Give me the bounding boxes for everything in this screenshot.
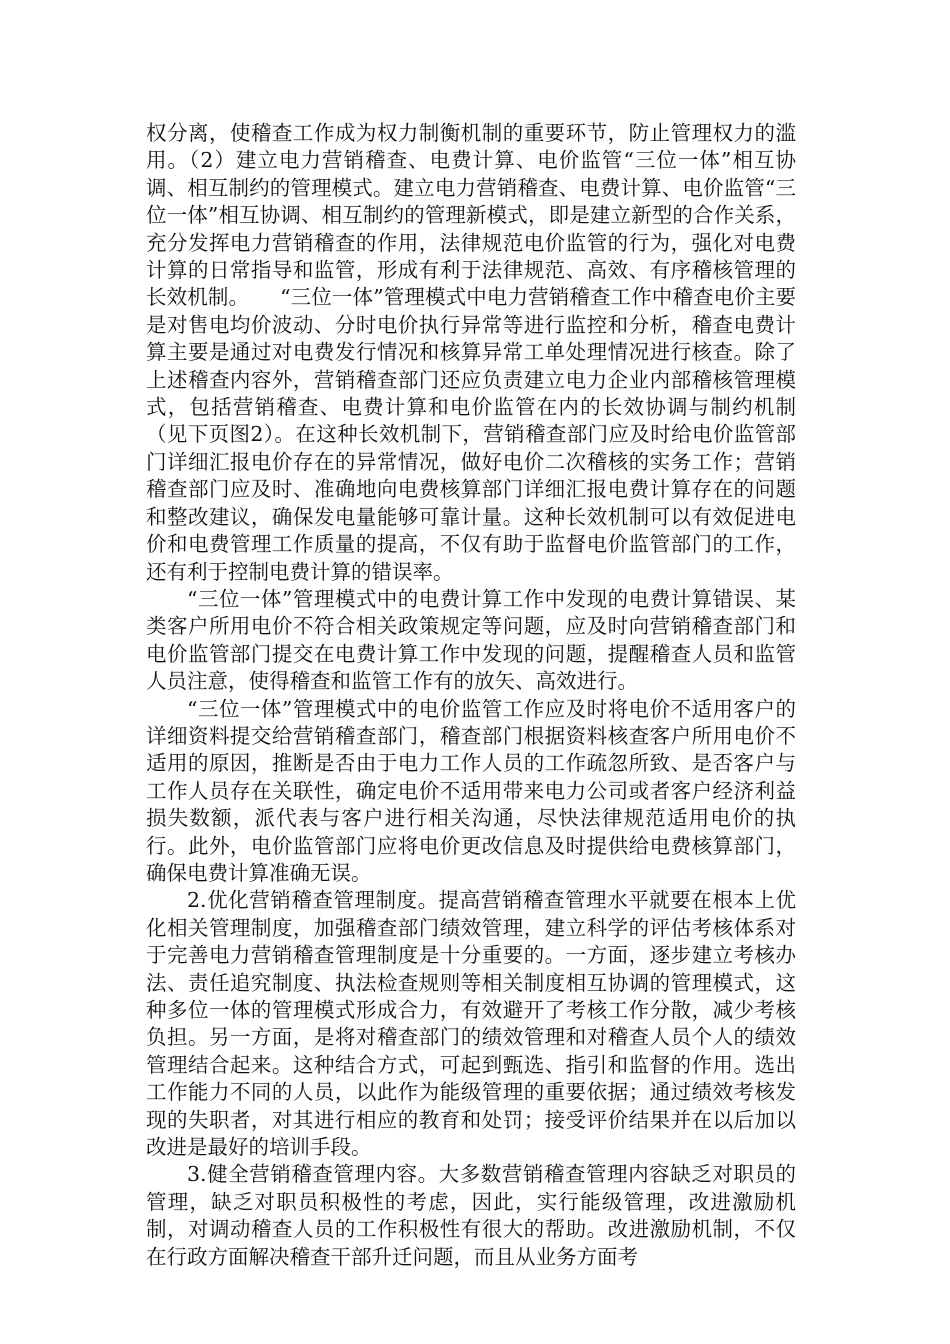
paragraph-billing-calculation: “三位一体”管理模式中的电费计算工作中发现的电费计算错误、某类客户所用电价不符合相关政策规定等问题，应及时向营销稽查部门和电价监管部门提交在电费计算工作中发现的问题，提醒稽查人员和监管人员注意，使得稽查和监管工作有的放矢、高效进行。	[146, 586, 796, 694]
document-page	[146, 120, 796, 1271]
paragraph-continuation: 权分离，使稽查工作成为权力制衡机制的重要环节，防止管理权力的滥用。（2）建立电力营销稽查、电费计算、电价监管“三位一体”相互协调、相互制约的管理模式。建立电力营销稽查、电费计算、电价监管“三位一体”相互协调、相互制约的管理新模式，即是建立新型的合作关系，充分发挥电力营销稽查的作用，法律规范电价监管的行为，强化对电费计算的日常指导和监管，形成有利于法律规范、高效、有序稽核管理的长效机制。 “三位一体”管理模式中电力营销稽查工作中稽查电价主要是对售电均价波动、分时电价执行异常等进行监控和分析，稽查电费计算主要是通过对电费发行情况和核算异常工单处理情况进行核查。除了上述稽查内容外，营销稽查部门还应负责建立电力企业内部稽核管理模式，包括营销稽查、电费计算和电价监管在内的长效协调与制约机制（见下页图2）。在这种长效机制下，营销稽查部门应及时给电价监管部门详细汇报电价存在的异常情况，做好电价二次稽核的实务工作；营销稽查部门应及时、准确地向电费核算部门详细汇报电费计算存在的问题和整改建议，确保发电量能够可靠计量。这种长效机制可以有效促进电价和电费管理工作质量的提高，不仅有助于监督电价监管部门的工作，还有利于控制电费计算的错误率。	[146, 121, 796, 584]
paragraph-price-supervision: “三位一体”管理模式中的电价监管工作应及时将电价不适用客户的详细资料提交给营销稽查部门，稽查部门根据资料核查客户所用电价不适用的原因，推断是否由于电力工作人员的工作疏忽所致、是否客户与工作人员存在关联性，确定电价不适用带来电力公司或者客户经济利益损失数额，派代表与客户进行相关沟通，尽快法律规范适用电价的执行。此外，电价监管部门应将电价更改信息及时提供给电费核算部门，确保电费计算准确无误。	[146, 696, 796, 885]
paragraph-optimize-system: 2.优化营销稽查管理制度。提高营销稽查管理水平就要在根本上优化相关管理制度，加强稽查部门绩效管理，建立科学的评估考核体系对于完善电力营销稽查管理制度是十分重要的。一方面，逐步建立考核办法、责任追究制度、执法检查规则等相关制度相互协调的管理模式，这种多位一体的管理模式形成合力，有效避开了考核工作分散，减少考核负担。另一方面，是将对稽查部门的绩效管理和对稽查人员个人的绩效管理结合起来。这种结合方式，可起到甄选、指引和监督的作用。选出工作能力不同的人员，以此作为能级管理的重要依据；通过绩效考核发现的失职者，对其进行相应的教育和处罚；接受评价结果并在以后加以改进是最好的培训手段。	[146, 888, 796, 1160]
paragraph-improve-content: 3.健全营销稽查管理内容。大多数营销稽查管理内容缺乏对职员的管理，缺乏对职员积极性的考虑，因此，实行能级管理，改进激励机制，对调动稽查人员的工作积极性有很大的帮助。改进激励机制，不仅在行政方面解决稽查干部升迁问题，而且从业务方面考	[146, 1162, 796, 1269]
